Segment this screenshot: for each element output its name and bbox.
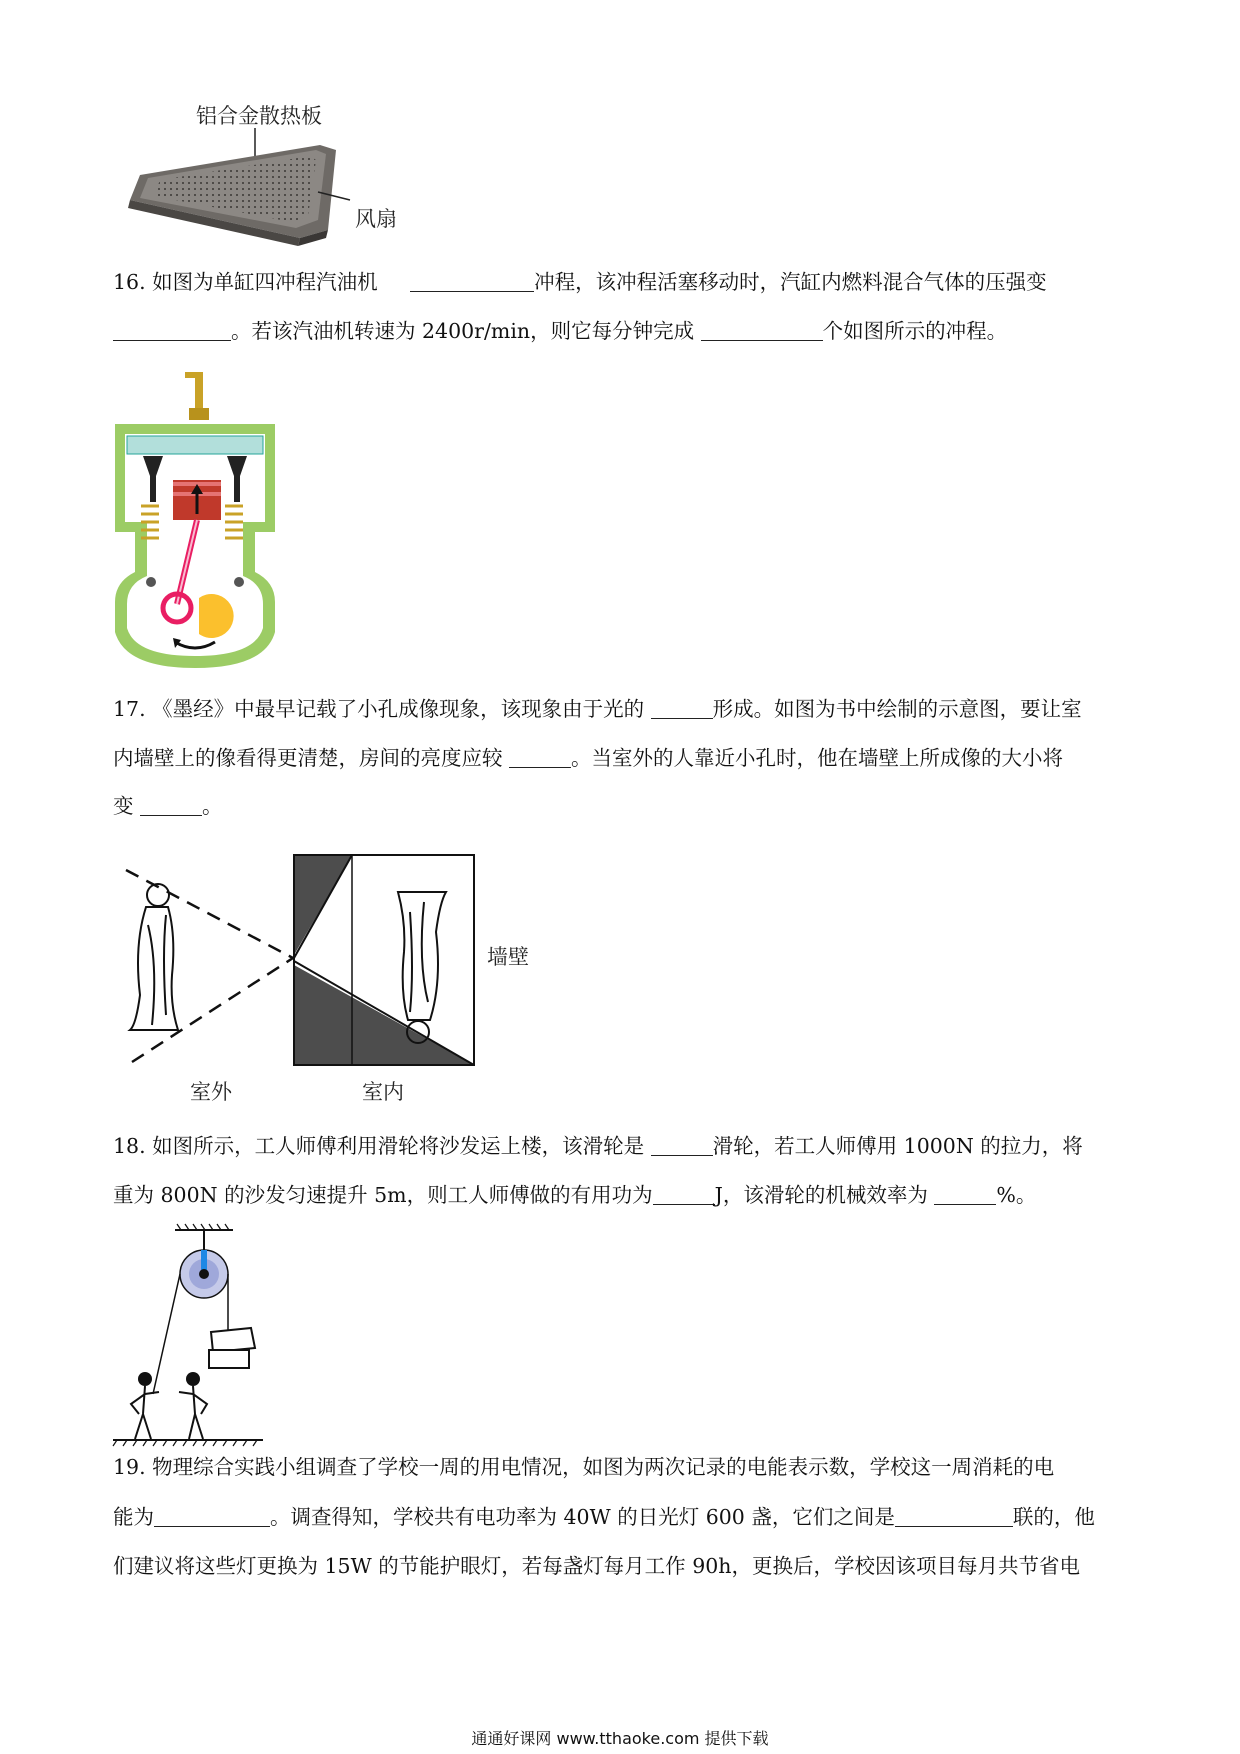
q17-blank-3[interactable] [140, 793, 202, 816]
q16-line-2: 。若该汽油机转速为 2400r/min，则它每分钟完成 个如图所示的冲程。 [113, 316, 1133, 346]
outdoor-label: 室外 [190, 1080, 232, 1104]
page-footer: 通通好课网 www.tthaoke.com 提供下载 [471, 1729, 769, 1748]
q17-line-3: 变 。 [113, 794, 223, 818]
q16-blank-1[interactable] [410, 269, 534, 292]
q17-blank-1[interactable] [651, 696, 713, 719]
q18-line-1: 18. 如图所示，工人师傅利用滑轮将沙发运上楼，该滑轮是 滑轮，若工人师傅用 1000N 的拉力，将 [113, 1134, 1083, 1158]
q19-blank-2[interactable] [895, 1504, 1013, 1527]
q18-blank-3[interactable] [934, 1182, 996, 1205]
q16-line-1: 16. 如图为单缸四冲程汽油机 冲程，该冲程活塞移动时，汽缸内燃料混合气体的压强变 [113, 270, 1047, 294]
q18-line-2: 重为 800N 的沙发匀速提升 5m，则工人师傅做的有用功为 J，该滑轮的机械效率为 %。 [113, 1183, 1037, 1207]
q17-blank-2[interactable] [509, 745, 571, 768]
engine-diagram [115, 372, 275, 670]
q16-blank-3[interactable] [701, 318, 823, 341]
q19-blank-1[interactable] [154, 1504, 270, 1527]
q19-line-1: 19. 物理综合实践小组调查了学校一周的用电情况，如图为两次记录的电能表示数，学校这一周消耗的电 [113, 1455, 1055, 1479]
heatsink-plate-label: 铝合金散热板 [196, 104, 322, 128]
q19-line-3: 们建议将这些灯更换为 15W 的节能护眼灯，若每盏灯每月工作 90h，更换后，学校因该项目每月共节省电 [113, 1554, 1080, 1578]
q17-line-2: 内墙壁上的像看得更清楚，房间的亮度应较 。当室外的人靠近小孔时，他在墙壁上所成像的大小将 [113, 746, 1064, 770]
q18-blank-2[interactable] [653, 1182, 715, 1205]
pinhole-diagram [118, 855, 488, 1070]
q16-blank-2[interactable] [113, 318, 231, 341]
indoor-label: 室内 [362, 1080, 404, 1104]
wall-label: 墙壁 [487, 945, 529, 969]
q19-line-2: 能为 。调查得知，学校共有电功率为 40W 的日光灯 600 盏，它们之间是 联的，他 [113, 1505, 1095, 1529]
pulley-diagram [113, 1224, 273, 1444]
heatsink-illustration [120, 120, 420, 260]
q17-line-1: 17. 《墨经》中最早记载了小孔成像现象，该现象由于光的 形成。如图为书中绘制的示意图，要让室 [113, 697, 1082, 721]
q18-blank-1[interactable] [651, 1133, 713, 1156]
heatsink-fan-label: 风扇 [355, 207, 397, 231]
